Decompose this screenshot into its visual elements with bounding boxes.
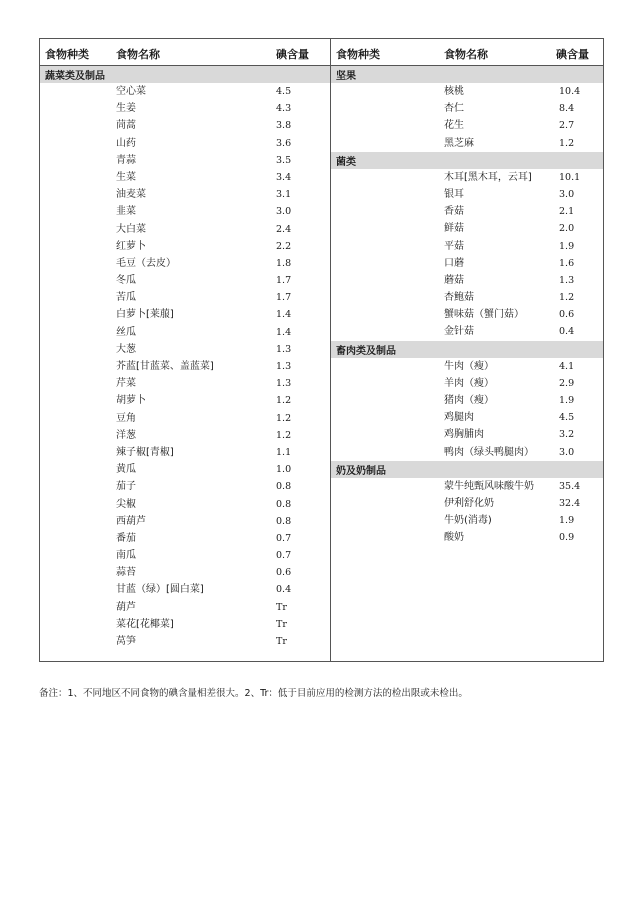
table-row <box>40 186 330 203</box>
food-name: 洋葱 <box>116 429 136 441</box>
iodine-value: 3.4 <box>276 171 292 183</box>
food-name: 黑芝麻 <box>444 137 474 149</box>
category-row: 坚果 <box>331 66 603 83</box>
table-row <box>331 323 603 340</box>
iodine-value: 0.9 <box>559 532 575 544</box>
table-row <box>40 564 330 581</box>
table-row <box>40 581 330 598</box>
iodine-content-table <box>39 38 604 662</box>
table-row <box>40 152 330 169</box>
food-name: 南瓜 <box>116 550 136 562</box>
iodine-value: 10.1 <box>559 171 581 183</box>
iodine-value: 1.7 <box>276 292 292 304</box>
table-row <box>331 289 603 306</box>
iodine-value: 0.8 <box>276 498 292 510</box>
iodine-value: 1.3 <box>276 378 292 390</box>
food-name: 酸奶 <box>444 532 464 544</box>
table-row <box>40 530 330 547</box>
table-row <box>40 375 330 392</box>
iodine-value: 8.4 <box>559 103 575 115</box>
table-row <box>40 117 330 134</box>
table-row <box>40 427 330 444</box>
iodine-value: 1.3 <box>276 343 292 355</box>
table-row <box>331 100 603 117</box>
food-name: 蘑菇 <box>444 274 464 286</box>
iodine-value: 4.5 <box>559 412 575 424</box>
food-name: 蒙牛纯甄风味酸牛奶 <box>444 480 534 492</box>
table-row <box>331 169 603 186</box>
iodine-value: 0.8 <box>276 481 292 493</box>
food-name: 猪肉（瘦） <box>444 395 494 406</box>
food-name: 油麦菜 <box>116 189 146 201</box>
food-name: 丝瓜 <box>116 326 136 338</box>
table-row <box>40 100 330 117</box>
iodine-value: 1.2 <box>276 395 292 407</box>
iodine-value: 0.8 <box>276 515 292 527</box>
table-row <box>40 599 330 616</box>
table-row <box>40 341 330 358</box>
category-row: 菌类 <box>331 152 603 169</box>
table-row <box>331 272 603 289</box>
iodine-value: 3.0 <box>276 206 292 218</box>
iodine-value: 1.8 <box>276 257 292 269</box>
table-row <box>40 306 330 323</box>
table-row <box>40 238 330 255</box>
table-row <box>40 324 330 341</box>
food-name: 辣子椒[青椒] <box>116 446 174 458</box>
iodine-value: 0.7 <box>276 532 292 544</box>
food-name: 花生 <box>444 120 464 132</box>
food-name: 银耳 <box>444 188 464 200</box>
right-table-body <box>331 66 603 547</box>
food-name: 芥蓝[甘蓝菜、盖蓝菜] <box>116 361 214 372</box>
iodine-value: 1.6 <box>559 257 575 269</box>
food-name: 黄瓜 <box>116 464 136 476</box>
food-name: 杏鲍菇 <box>444 292 474 304</box>
food-name: 蟹味菇（蟹门菇） <box>444 309 524 321</box>
table-row <box>331 478 603 495</box>
iodine-value: Tr <box>276 618 287 630</box>
table-row <box>40 444 330 461</box>
table-row <box>331 409 603 426</box>
food-name: 生菜 <box>116 171 136 183</box>
table-row <box>331 529 603 546</box>
table-row <box>331 495 603 512</box>
iodine-value: 4.5 <box>276 86 292 97</box>
food-name: 伊利舒化奶 <box>444 497 494 509</box>
food-name: 金针菇 <box>444 326 474 338</box>
table-row <box>331 306 603 323</box>
left-table-body <box>40 66 330 650</box>
food-name: 羊肉（瘦） <box>444 377 494 389</box>
iodine-value: 4.3 <box>276 103 292 115</box>
food-name: 鲜菇 <box>444 223 464 235</box>
food-name: 蒜苔 <box>116 567 136 579</box>
table-row <box>40 478 330 495</box>
iodine-value: 1.3 <box>276 361 292 372</box>
header-iodine: 碘含量 <box>276 48 309 61</box>
table-row <box>331 83 603 100</box>
footnote: 备注：1、不同地区不同食物的碘含量相差很大。2、Tr：低于目前应用的检测方法的检出限或未检出。 <box>39 688 468 699</box>
food-name: 山药 <box>116 137 136 149</box>
category-row: 蔬菜类及制品 <box>40 66 330 83</box>
table-row <box>40 221 330 238</box>
food-name: 韭菜 <box>116 206 136 218</box>
iodine-value: 3.8 <box>276 120 292 132</box>
table-row <box>331 512 603 529</box>
table-row <box>40 616 330 633</box>
table-row <box>331 358 603 375</box>
header-food-type: 食物种类 <box>336 48 380 61</box>
table-row <box>40 410 330 427</box>
food-name: 空心菜 <box>116 86 146 97</box>
iodine-value: 0.6 <box>276 567 292 579</box>
table-row <box>40 169 330 186</box>
food-name: 香菇 <box>444 206 464 218</box>
table-row <box>331 135 603 152</box>
table-row <box>40 461 330 478</box>
food-name: 番茄 <box>116 532 136 544</box>
table-row <box>40 203 330 220</box>
header-iodine: 碘含量 <box>556 48 589 61</box>
food-name: 胡萝卜 <box>116 395 146 407</box>
iodine-value: 1.0 <box>276 464 292 476</box>
food-name: 茼蒿 <box>116 120 136 132</box>
food-name: 木耳[黑木耳，云耳] <box>444 171 532 183</box>
food-name: 大白菜 <box>116 223 146 235</box>
iodine-value: Tr <box>276 636 287 647</box>
table-row <box>331 444 603 461</box>
table-row <box>40 358 330 375</box>
category-row: 畜肉类及制品 <box>331 341 603 358</box>
food-name: 莴笋 <box>116 636 136 647</box>
iodine-value: Tr <box>276 601 287 613</box>
food-name: 西葫芦 <box>116 515 146 527</box>
food-name: 苦瓜 <box>116 292 136 304</box>
iodine-value: 4.1 <box>559 360 575 372</box>
iodine-value: 0.6 <box>559 309 575 321</box>
iodine-value: 10.4 <box>559 86 581 97</box>
table-row <box>40 289 330 306</box>
table-row <box>40 392 330 409</box>
food-name: 鸡胸脯肉 <box>444 429 484 441</box>
table-row <box>331 392 603 409</box>
header-food-type: 食物种类 <box>45 48 89 61</box>
iodine-value: 0.4 <box>559 326 575 338</box>
food-name: 冬瓜 <box>116 275 136 287</box>
table-row <box>40 496 330 513</box>
iodine-value: 32.4 <box>559 497 581 509</box>
table-row <box>331 375 603 392</box>
iodine-value: 3.0 <box>559 446 575 458</box>
table-row <box>331 426 603 443</box>
iodine-value: 2.1 <box>559 206 575 218</box>
table-row <box>331 186 603 203</box>
iodine-value: 2.4 <box>276 223 292 235</box>
iodine-value: 1.3 <box>559 274 575 286</box>
iodine-value: 3.5 <box>276 154 292 166</box>
iodine-value: 1.2 <box>276 412 292 424</box>
table-row <box>40 255 330 272</box>
food-name: 白萝卜[莱菔] <box>116 309 174 321</box>
iodine-value: 1.2 <box>276 429 292 441</box>
header-food-name: 食物名称 <box>444 48 488 61</box>
food-name: 红萝卜 <box>116 240 146 252</box>
food-name: 菜花[花椰菜] <box>116 618 174 630</box>
iodine-value: 2.9 <box>559 377 575 389</box>
iodine-value: 1.7 <box>276 275 292 287</box>
iodine-value: 1.2 <box>559 292 575 304</box>
iodine-value: 0.7 <box>276 550 292 562</box>
iodine-value: 3.0 <box>559 188 575 200</box>
table-row <box>331 203 603 220</box>
table-row <box>331 117 603 134</box>
food-name: 牛奶(消毒) <box>444 515 492 527</box>
food-name: 豆角 <box>116 412 136 424</box>
iodine-value: 2.2 <box>276 240 292 252</box>
iodine-value: 1.4 <box>276 326 292 338</box>
table-row <box>331 238 603 255</box>
iodine-value: 2.0 <box>559 223 575 235</box>
table-row <box>331 255 603 272</box>
food-name: 毛豆（去皮） <box>116 257 176 269</box>
food-name: 大葱 <box>116 343 136 355</box>
food-name: 葫芦 <box>116 601 136 613</box>
iodine-value: 0.4 <box>276 584 292 596</box>
category-row: 奶及奶制品 <box>331 461 603 478</box>
iodine-value: 3.1 <box>276 189 292 201</box>
table-row <box>331 220 603 237</box>
table-row <box>40 135 330 152</box>
food-name: 尖椒 <box>116 498 136 510</box>
food-name: 生姜 <box>116 103 136 115</box>
iodine-value: 1.1 <box>276 446 292 458</box>
food-name: 口蘑 <box>444 257 464 269</box>
food-name: 平菇 <box>444 240 464 252</box>
table-row <box>40 513 330 530</box>
food-name: 甘蓝（绿）[圆白菜] <box>116 584 204 596</box>
food-name: 青蒜 <box>116 154 136 166</box>
iodine-value: 3.2 <box>559 429 575 441</box>
food-name: 杏仁 <box>444 103 464 115</box>
table-header <box>40 39 330 66</box>
table-right-half <box>331 39 603 661</box>
iodine-value: 35.4 <box>559 480 581 492</box>
food-name: 核桃 <box>444 86 464 97</box>
iodine-value: 2.7 <box>559 120 575 132</box>
iodine-value: 1.4 <box>276 309 292 321</box>
iodine-value: 1.9 <box>559 515 575 527</box>
food-name: 芹菜 <box>116 378 136 390</box>
table-header <box>331 39 603 66</box>
table-row <box>40 547 330 564</box>
iodine-value: 1.9 <box>559 395 575 406</box>
food-name: 牛肉（瘦） <box>444 360 494 372</box>
food-name: 鸭肉（绿头鸭腿肉） <box>444 446 534 458</box>
food-name: 茄子 <box>116 481 136 493</box>
table-row <box>40 83 330 100</box>
table-left-half <box>40 39 331 661</box>
table-row <box>40 633 330 650</box>
table-row <box>40 272 330 289</box>
iodine-value: 3.6 <box>276 137 292 149</box>
food-name: 鸡腿肉 <box>444 412 474 424</box>
iodine-value: 1.9 <box>559 240 575 252</box>
iodine-value: 1.2 <box>559 137 575 149</box>
header-food-name: 食物名称 <box>116 48 160 61</box>
